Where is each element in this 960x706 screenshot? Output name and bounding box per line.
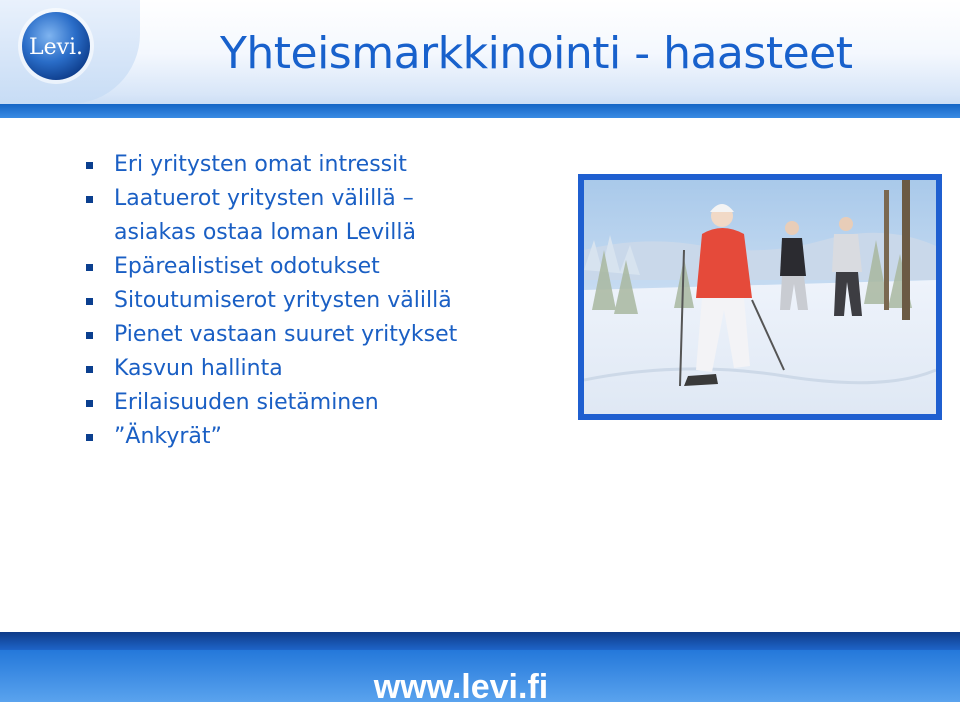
snowshoe-photo-illustration <box>584 180 936 414</box>
levi-logo <box>16 6 96 86</box>
bullet-item: Epärealistiset odotukset <box>86 250 526 284</box>
slide-title: Yhteismarkkinointi - haasteet <box>220 28 853 79</box>
bullet-item: Eri yritysten omat intressit <box>86 148 526 182</box>
header-band <box>0 104 960 118</box>
bullet-square-icon <box>86 162 93 169</box>
bullet-square-icon <box>86 434 93 441</box>
logo-text: Levi. <box>28 35 84 60</box>
bullet-square-icon <box>86 298 93 305</box>
bullet-square-icon <box>86 400 93 407</box>
bullet-item: Kasvun hallinta <box>86 352 526 386</box>
bullet-list <box>86 148 526 454</box>
bullet-item: ”Änkyrät” <box>86 420 526 454</box>
bullet-square-icon <box>86 366 93 373</box>
bullet-square-icon <box>86 332 93 339</box>
bullet-item: Laatuerot yritysten välillä – asiakas ostaa loman Levillä <box>86 182 526 250</box>
bullet-square-icon <box>86 264 93 271</box>
bullet-item: Pienet vastaan suuret yritykset <box>86 318 526 352</box>
bullet-square-icon <box>86 196 93 203</box>
bullet-item: Erilaisuuden sietäminen <box>86 386 526 420</box>
footer-url: www.levi.fi <box>373 668 549 706</box>
bullet-item: Sitoutumiserot yritysten välillä <box>86 284 526 318</box>
footer-band <box>0 632 960 650</box>
snowshoe-photo <box>578 174 942 420</box>
